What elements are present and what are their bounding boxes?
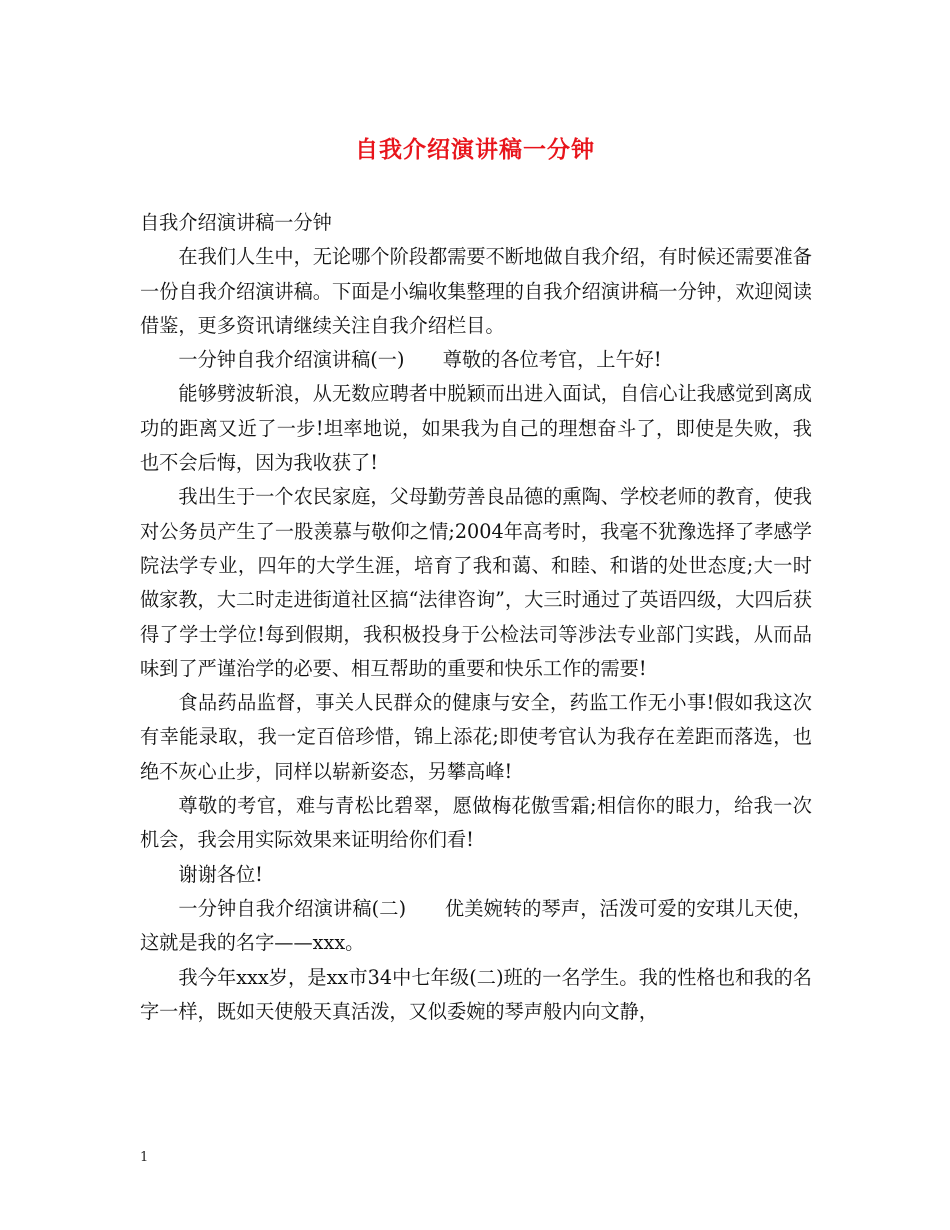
paragraph: 谢谢各位! bbox=[178, 862, 263, 886]
paragraph: 我今年xxx岁，是xx市34中七年级(二)班的一名学生。我的性格也和我的名字一样，既如天使般天真活泼，又似委婉的琴声般内向文静， bbox=[140, 965, 812, 1023]
paragraph: 一分钟自我介绍演讲稿(一) 尊敬的各位考官，上午好! bbox=[178, 348, 662, 372]
page-number: 1 bbox=[140, 1150, 149, 1165]
paragraph: 食品药品监督，事关人民群众的健康与安全，药监工作无小事!假如我这次有幸能录取，我一定百倍珍惜，锦上添花;即使考官认为我存在差距而落选，也绝不灰心止步，同样以崭新姿态，另攀高峰! bbox=[140, 691, 812, 783]
paragraph: 能够劈波斩浪，从无数应聘者中脱颖而出进入面试，自信心让我感觉到离成功的距离又近了一步!坦率地说，如果我为自己的理想奋斗了，即使是失败，我也不会后悔，因为我收获了! bbox=[140, 382, 812, 475]
paragraph: 一分钟自我介绍演讲稿(二) 优美婉转的琴声，活泼可爱的安琪儿天使，这就是我的名字——xxx。 bbox=[140, 896, 812, 955]
body-heading: 自我介绍演讲稿一分钟 bbox=[140, 211, 332, 234]
document-title: 自我介绍演讲稿一分钟 bbox=[355, 136, 595, 163]
paragraph: 我出生于一个农民家庭，父母勤劳善良品德的熏陶、学校老师的教育，使我对公务员产生了一股羡慕与敬仰之情;2004年高考时，我毫不犹豫选择了孝感学院法学专业，四年的大学生涯，培育了我和蔼、和睦、和谐的处世态度;大一时做家教，大二时走进街道社区搞“法律咨询”，大三时通过了英语四级，大四后获得了学士学位!每到假期，我积极投身于公检法司等涉法专业部门实践，从而品味到了严谨治学的必要、相互帮助的重要和快乐工作的需要! bbox=[140, 485, 812, 680]
paragraph: 尊敬的考官，难与青松比碧翠，愿做梅花傲雪霜;相信你的眼力，给我一次机会，我会用实际效果来证明给你们看! bbox=[140, 794, 812, 852]
document-body bbox=[140, 206, 812, 1029]
paragraph: 在我们人生中，无论哪个阶段都需要不断地做自我介绍，有时候还需要准备一份自我介绍演讲稿。下面是小编收集整理的自我介绍演讲稿一分钟，欢迎阅读借鉴，更多资讯请继续关注自我介绍栏目。 bbox=[140, 245, 812, 337]
